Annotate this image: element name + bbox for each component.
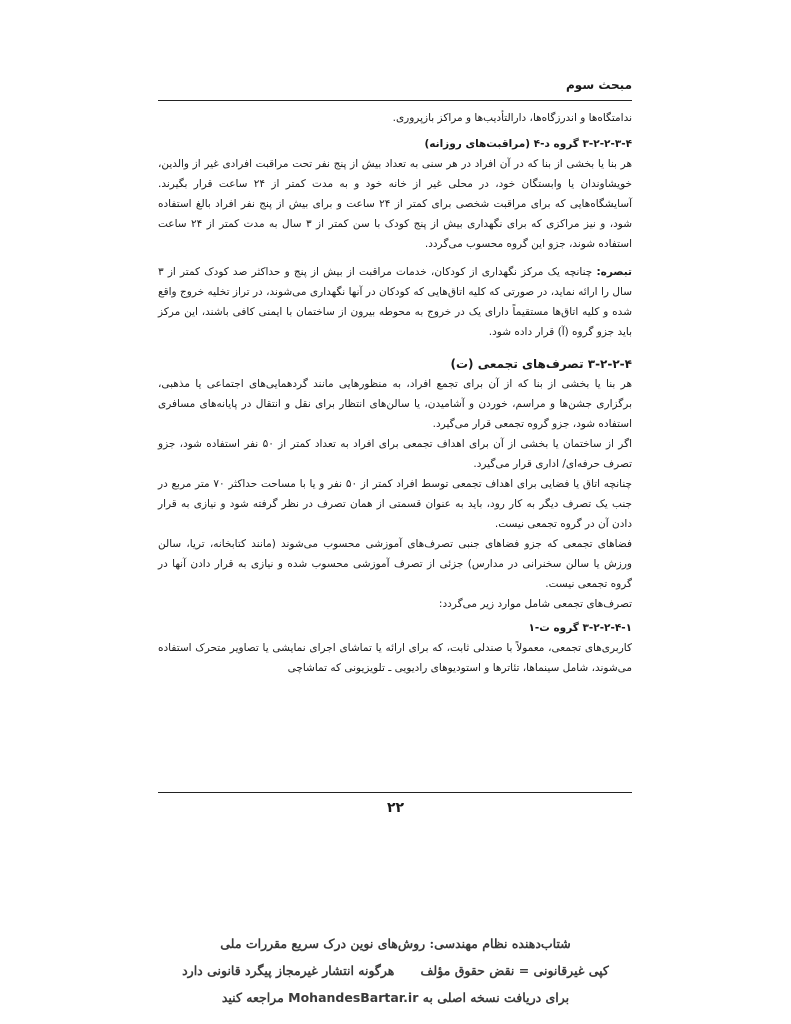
note-label: تبصره:: [596, 266, 632, 278]
section-t-heading: ۳-۲-۲-۴ تصرف‌های تجمعی (ت): [450, 357, 632, 371]
section-t-paragraph-3: چنانچه اتاق یا فضایی برای اهداف تجمعی توسط افراد کمتر از ۵۰ نفر و یا با مساحت حداکثر ۷۰ متر مربع در جنب یک تصرف دیگر به کار رود، باید به عنوان قسمتی از همان تصرف در نظر گرفته شود و نیازی به قرار دادن آن در گروه تجمعی نیست.: [158, 478, 632, 530]
footer-site-link[interactable]: MohandesBartar.ir: [288, 990, 419, 1005]
section-t-paragraph-5: تصرف‌های تجمعی شامل موارد زیر می‌گردد:: [438, 598, 632, 610]
section-t1-paragraph: کاربری‌های تجمعی، معمولاً با صندلی ثابت، که برای ارائه یا تماشای اجرای نمایشی یا تصاویر متحرک استفاده می‌شوند، شامل سینماها، تئاترها و استودیوهای رادیویی ـ تلویزیونی که تماشاچی: [158, 642, 632, 674]
section-d4-paragraph: هر بنا یا بخشی از بنا که در آن افراد در هر سنی به تعداد بیش از پنج نفر تحت مراقبت افرادی غیر از والدین، خویشاوندان یا وابستگان خود، در محلی غیر از خانه خود و به مدت کمتر از ۲۴ ساعت قرار بگیرند. آسایشگاه‌هایی که برای مراقبت شخصی برای کمتر از ۲۴ ساعت و برای بیش از پنج نفر افراد بالغ استفاده شود، و نیز مراکزی که برای نگهداری بیش از پنج کودک با سن کمتر از ۳ سال به مدت کمتر از ۲۴ ساعت استفاده شوند، جزو این گروه محسوب می‌گردد.: [158, 158, 632, 250]
section-t1-heading: ۳-۲-۲-۴-۱ گروه ت-۱: [528, 622, 632, 634]
section-t-paragraph-1: هر بنا یا بخشی از بنا که از آن برای تجمع افراد، به منظورهایی مانند گردهمایی‌های اجتماعی یا مذهبی، برگزاری جشن‌ها و مراسم، خوردن و آشامیدن، یا سالن‌های انتظار برای نقل و انتقال در پایانه‌های مسافری استفاده شود، جزو گروه تجمعی قرار می‌گیرد.: [158, 378, 632, 430]
footer-line-3-prefix: برای دریافت نسخه اصلی به: [422, 990, 570, 1005]
footer-rule: [158, 792, 632, 793]
section-t-paragraph-2: اگر از ساختمان یا بخشی از آن برای اهداف تجمعی برای افراد به تعداد کمتر از ۵۰ نفر استفاده شود، جزو تصرف حرفه‌ای/ اداری قرار می‌گیرد.: [158, 438, 633, 470]
spacer: [158, 254, 632, 262]
note-paragraph: [158, 262, 632, 342]
page-body: [158, 108, 632, 678]
intro-line: ندامتگاه‌ها و اندرزگاه‌ها، دارالتأدیب‌ها و مراکز بازپروری.: [392, 112, 632, 124]
header-rule: [158, 100, 632, 101]
section-d4-heading: ۳-۲-۲-۳-۴ گروه د-۴ (مراقبت‌های روزانه): [424, 138, 632, 150]
page-number: ۲۲: [386, 800, 405, 816]
footer-line-3: [0, 984, 791, 1011]
chapter-title: مبحث سوم: [566, 78, 632, 92]
watermark-footer: [0, 930, 791, 1011]
footer-line-1: شتاب‌دهنده نظام مهندسی: روش‌های نوین درک سریع مقررات ملی: [220, 936, 571, 951]
note-text: چنانچه یک مرکز نگهداری از کودکان، خدمات مراقبت از بیش از پنج و حداکثر صد کودک کمتر از ۳ سال را ارائه نماید، در صورتی که کلیه اتاق‌هایی که کودکان در آنها نگهداری می‌شوند، در تراز تخلیه خروج واقع شده و کلیه اتاق‌ها مستقیماً دارای یک در خروج به محوطه بیرون از ساختمان با ایمنی کافی باشند، این مرکز باید جزو گروه (آ) قرار داده شود.: [158, 266, 632, 338]
section-t-paragraph-4: فضاهای تجمعی که جزو فضاهای جنبی تصرف‌های آموزشی محسوب می‌شوند (مانند کتابخانه، تریا، سالن ورزش یا سالن سخنرانی در مدارس) جزئی از تصرف آموزشی محسوب شده و نیازی به قرار دادن آنها در گروه تجمعی نیست.: [158, 538, 632, 590]
footer-line-2: کپی غیرقانونی = نقض حقوق مؤلف هرگونه انتشار غیرمجاز پیگرد قانونی دارد: [182, 963, 609, 978]
footer-line-3-suffix: مراجعه کنید: [221, 990, 284, 1005]
